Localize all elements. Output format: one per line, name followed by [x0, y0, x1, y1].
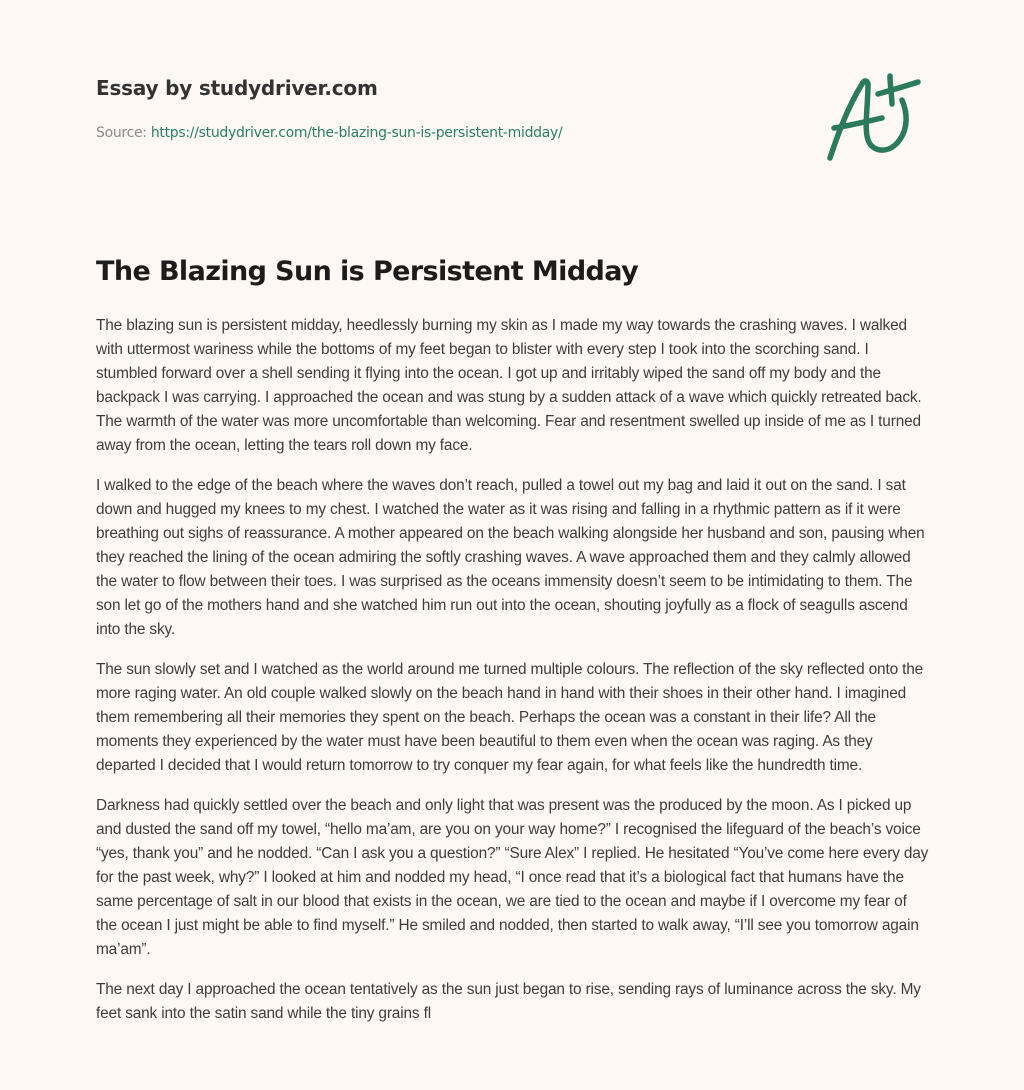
a-plus-grade-icon [822, 70, 932, 164]
essay-paragraph: Darkness had quickly settled over the beach and only light that was present was the produced by the moon. As I picked up and dusted the sand off my towel, “hello ma’am, are you on your way home?” I recognised the lifeguard of the beach’s voice “yes, thank you” and he nodded. “Can I ask you a question?” “Sure Alex” I replied. He hesitated “You’ve come here every day for the past week, why?” I looked at him and nodded my head, “I once read that it’s a biological fact that humans have the same percentage of salt in our blood that exists in the ocean, we are tied to the ocean and maybe if I overcome my fear of the ocean I just might be able to find myself.” He smiled and nodded, then started to walk away, “I’ll see you tomorrow again ma’am”. [96, 797, 929, 958]
brand-title: Essay by studydriver.com [96, 76, 378, 100]
source-label: Source: [96, 125, 151, 141]
source-link[interactable]: https://studydriver.com/the-blazing-sun-is-persistent-midday/ [150, 125, 563, 141]
essay-paragraph: The blazing sun is persistent midday, heedlessly burning my skin as I made my way towards the crashing waves. I walked with uttermost wariness while the bottoms of my feet began to blister with every step I took into the scorching sand. I stumbled forward over a shell sending it flying into the ocean. I got up and irritably wiped the sand off my body and the backpack I was carrying. I approached the ocean and was stung by a sudden attack of a wave which quickly retreated back. The warmth of the water was more uncomfortable than welcoming. Fear and resentment swelled up inside of me as I turned away from the ocean, letting the tears roll down my face. [96, 317, 922, 454]
essay-paragraph: The sun slowly set and I watched as the world around me turned multiple colours. The reflection of the sky reflected onto the more raging water. An old couple walked slowly on the beach hand in hand with their shoes in their other hand. I imagined them remembering all their memories they spent on the beach. Perhaps the ocean was a constant in their life? All the moments they experienced by the water must have been beautiful to them even when the ocean was raging. As they departed I decided that I would return tomorrow to try conquer my fear again, for what feels like the hundredth time. [96, 661, 924, 774]
source-line [96, 125, 796, 141]
essay-paragraph: The next day I approached the ocean tentatively as the sun just began to rise, sending rays of luminance across the sky. My feet sank into the satin sand while the tiny grains fl [96, 981, 921, 1022]
essay-title: The Blazing Sun is Persistent Midday [96, 256, 639, 287]
page-header [96, 76, 796, 141]
essay-paragraph: I walked to the edge of the beach where the waves don’t reach, pulled a towel out my bag and laid it out on the sand. I sat down and hugged my knees to my chest. I watched the water as it was rising and falling in a rhythmic pattern as if it were breathing out sighs of reassurance. A mother appeared on the beach walking alongside her husband and son, pausing when they reached the lining of the ocean admiring the softly crashing waves. A wave approached them and they calmly allowed the water to flow between their toes. I was surprised as the oceans immensity doesn’t seem to be intimidating to them. The son let go of the mothers hand and she watched him run out into the ocean, shouting joyfully as a flock of seagulls ascend into the sky. [96, 477, 925, 638]
essay-body [96, 314, 930, 1042]
